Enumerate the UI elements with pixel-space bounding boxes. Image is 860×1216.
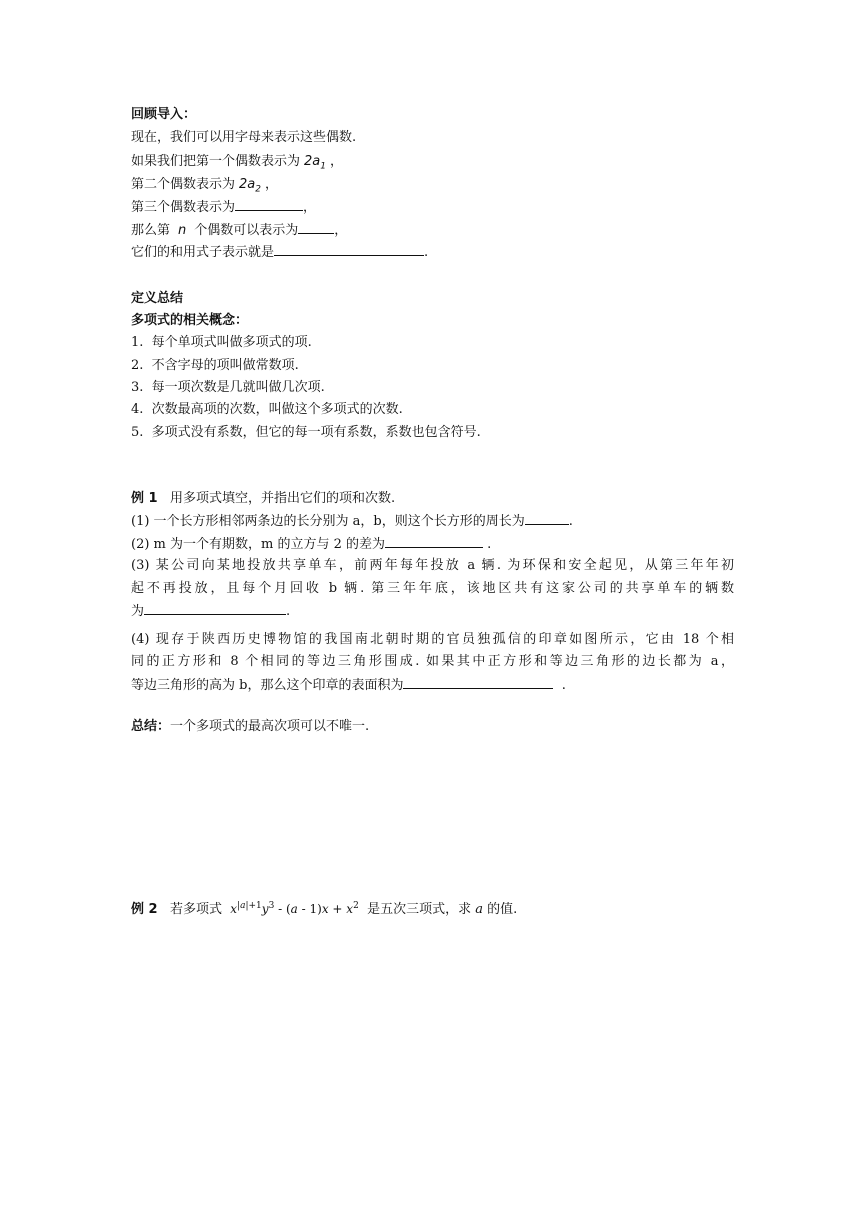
review-line-3-text: 第二个偶数表示为 xyxy=(131,177,236,192)
summary-label: 总结： xyxy=(131,719,171,734)
polynomial-expression: $x^{|a|+1}y^3 - (a - 1)x + x^2$ xyxy=(230,901,359,916)
example-2-line: 例 2 若多项式 $x^{|a|+1}y^3 - (a - 1)x + x^2$ 是五次三项式，求 a 的值. xyxy=(131,901,518,917)
review-line-1: 现在，我们可以用字母来表示这些偶数. xyxy=(131,130,357,145)
review-line-6: 它们的和用式子表示就是 . xyxy=(131,241,428,263)
definition-item: 5. 多项式没有系数，但它的每一项有系数，系数也包含符号. xyxy=(131,425,481,440)
answer-blank-q4[interactable] xyxy=(403,674,553,689)
example-1-question-4-line-2: 同的正方形和 8 个相同的等边三角形围成. 如果其中正方形和等边三角形的边长都为 a， xyxy=(131,654,734,669)
review-line-6-text: 它们的和用式子表示就是 xyxy=(131,245,275,260)
definition-item: 4. 次数最高项的次数，叫做这个多项式的次数. xyxy=(131,402,403,417)
variable-n: n xyxy=(178,223,187,238)
summary-text: 一个多项式的最高次项可以不唯一. xyxy=(170,719,370,734)
example-1-label: 例 1 xyxy=(131,491,158,506)
review-line-4: 第三个偶数表示为 ， xyxy=(131,196,316,218)
review-line-4-text: 第三个偶数表示为 xyxy=(131,200,236,215)
example-1-question-3-line-1: (3) 某公司向某地投放共享单车，前两年每年投放 a 辆. 为环保和安全起见，从第三年年初 xyxy=(131,558,734,573)
example-1-question-2: (2) m 为一个有期数，m 的立方与 2 的差为 . xyxy=(131,533,491,555)
review-line-2: 如果我们把第一个偶数表示为 $2a_1$ ， xyxy=(131,154,344,172)
answer-blank-q2[interactable] xyxy=(385,533,483,548)
answer-blank-nth-even[interactable] xyxy=(298,219,334,234)
review-heading: 回顾导入： xyxy=(131,107,197,122)
example-1-question-3-line-3: 为 . xyxy=(131,600,290,622)
example-1-question-1: (1) 一个长方形相邻两条边的长分别为 a，b，则这个长方形的周长为 . xyxy=(131,510,573,532)
second-even-expression: $2a_2$ xyxy=(239,177,261,195)
example-1-question-4-line-3: 等边三角形的高为 b，那么这个印章的表面积为 . xyxy=(131,674,566,696)
definition-item: 1. 每个单项式叫做多项式的项. xyxy=(131,335,312,350)
review-line-5-text: 那么第 xyxy=(131,223,171,238)
answer-blank-q1[interactable] xyxy=(525,510,569,525)
definition-heading: 定义总结 xyxy=(131,291,184,306)
example-1-intro: 例 1 用多项式填空，并指出它们的项和次数. xyxy=(131,491,396,506)
answer-blank-q3[interactable] xyxy=(144,600,286,615)
definition-item: 2. 不含字母的项叫做常数项. xyxy=(131,358,299,373)
definition-subheading: 多项式的相关概念： xyxy=(131,313,249,328)
review-line-3: 第二个偶数表示为 $2a_2$ ， xyxy=(131,177,279,195)
example-1-question-3-line-2: 起不再投放，且每个月回收 b 辆. 第三年年底，该地区共有这家公司的共享单车的辆数 xyxy=(131,581,734,596)
review-line-5: 那么第 n 个偶数可以表示为 ， xyxy=(131,219,347,241)
example-1-question-4-line-1: (4) 现存于陕西历史博物馆的我国南北朝时期的官员独孤信的印章如图所示，它由 18 个相 xyxy=(131,632,734,647)
review-line-2-text: 如果我们把第一个偶数表示为 xyxy=(131,154,301,169)
example-2-label: 例 2 xyxy=(131,902,158,917)
first-even-expression: $2a_1$ xyxy=(304,154,326,172)
definition-item: 3. 每一项次数是几就叫做几次项. xyxy=(131,380,325,395)
summary-line xyxy=(131,716,369,738)
answer-blank-third-even[interactable] xyxy=(235,196,303,211)
variable-a: a xyxy=(475,902,483,917)
answer-blank-sum[interactable] xyxy=(274,241,424,256)
